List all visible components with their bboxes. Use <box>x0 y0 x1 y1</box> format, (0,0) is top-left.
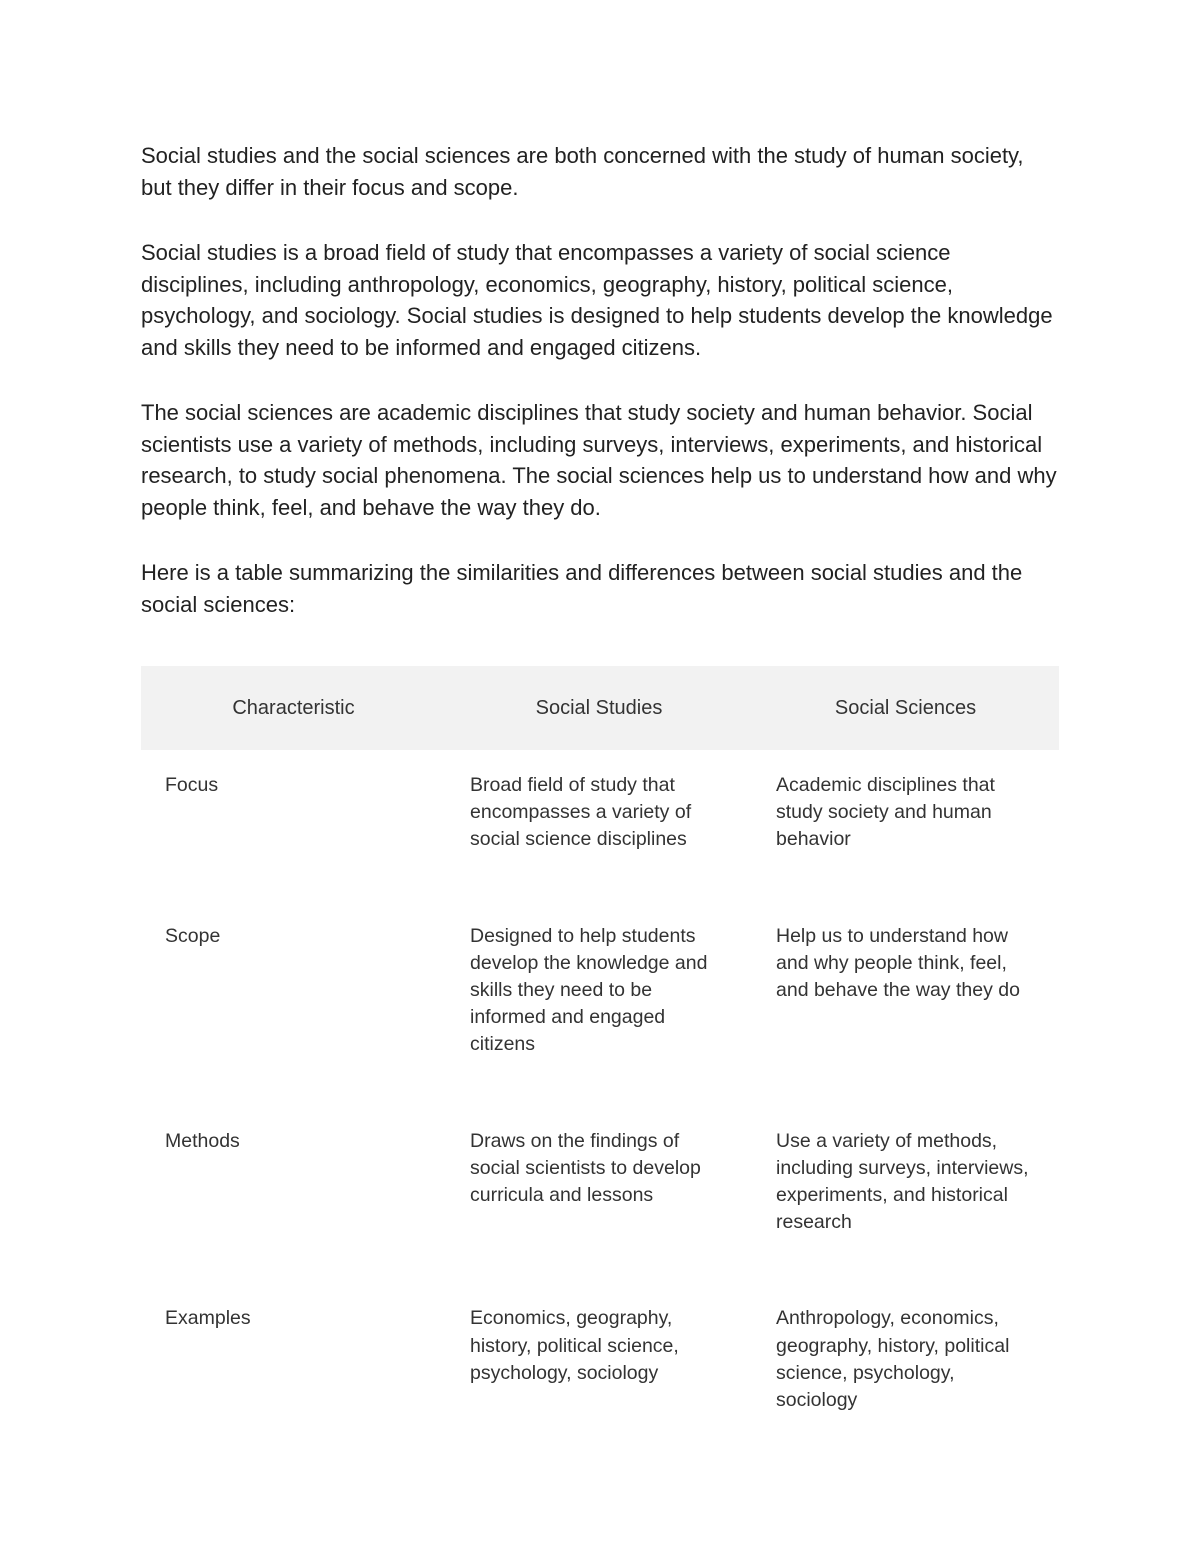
table-body <box>141 750 1059 1461</box>
table-intro-paragraph: Here is a table summarizing the similarities and differences between social studies and the social sciences: <box>141 560 1023 617</box>
header-characteristic: Characteristic <box>141 666 446 750</box>
header-social-studies: Social Studies <box>446 666 752 750</box>
document-page <box>141 140 1059 1461</box>
row-label-examples: Examples <box>165 1307 251 1330</box>
table-row <box>141 901 1059 1106</box>
header-social-sciences: Social Sciences <box>752 666 1059 750</box>
cell-social-sciences-scope: Help us to understand how and why people think, feel, and behave the way they do <box>776 924 1020 1002</box>
comparison-table <box>141 666 1059 1461</box>
cell-social-studies-examples: Economics, geography, history, political science, psychology, sociology <box>470 1307 679 1384</box>
intro-paragraph: Social studies and the social sciences are both concerned with the study of human society, but they differ in their focus and scope. <box>141 143 1024 200</box>
cell-social-sciences-focus: Academic disciplines that study society and human behavior <box>776 774 995 851</box>
cell-social-studies-focus: Broad field of study that encompasses a variety of social science disciplines <box>470 774 692 851</box>
social-studies-paragraph: Social studies is a broad field of study that encompasses a variety of social science disciplines, including anthropology, economics, geography, history, political science, psychology, and sociology. Social studies is designed to help students develop the knowledge and skills they need to be informed and engaged citizens. <box>141 240 1053 360</box>
row-label-scope: Scope <box>165 924 221 947</box>
cell-social-sciences-methods: Use a variety of methods, including surveys, interviews, experiments, and historical research <box>776 1129 1029 1234</box>
social-sciences-paragraph: The social sciences are academic disciplines that study society and human behavior. Social scientists use a variety of methods, including surveys, interviews, experiments, and historical research, to study social phenomena. The social sciences help us to understand how and why people think, feel, and behave the way they do. <box>141 400 1057 520</box>
table-row <box>141 750 1059 901</box>
table-row <box>141 1106 1059 1284</box>
cell-social-sciences-examples: Anthropology, economics, geography, history, political science, psychology, sociology <box>776 1307 1010 1412</box>
table-row <box>141 1283 1059 1461</box>
row-label-focus: Focus <box>165 774 219 796</box>
table-header <box>141 666 1059 750</box>
table-header-row <box>141 666 1059 750</box>
row-label-methods: Methods <box>165 1129 240 1152</box>
cell-social-studies-scope: Designed to help students develop the knowledge and skills they need to be informed and engaged citizens <box>470 924 708 1056</box>
cell-social-studies-methods: Draws on the findings of social scientists to develop curricula and lessons <box>470 1129 701 1207</box>
